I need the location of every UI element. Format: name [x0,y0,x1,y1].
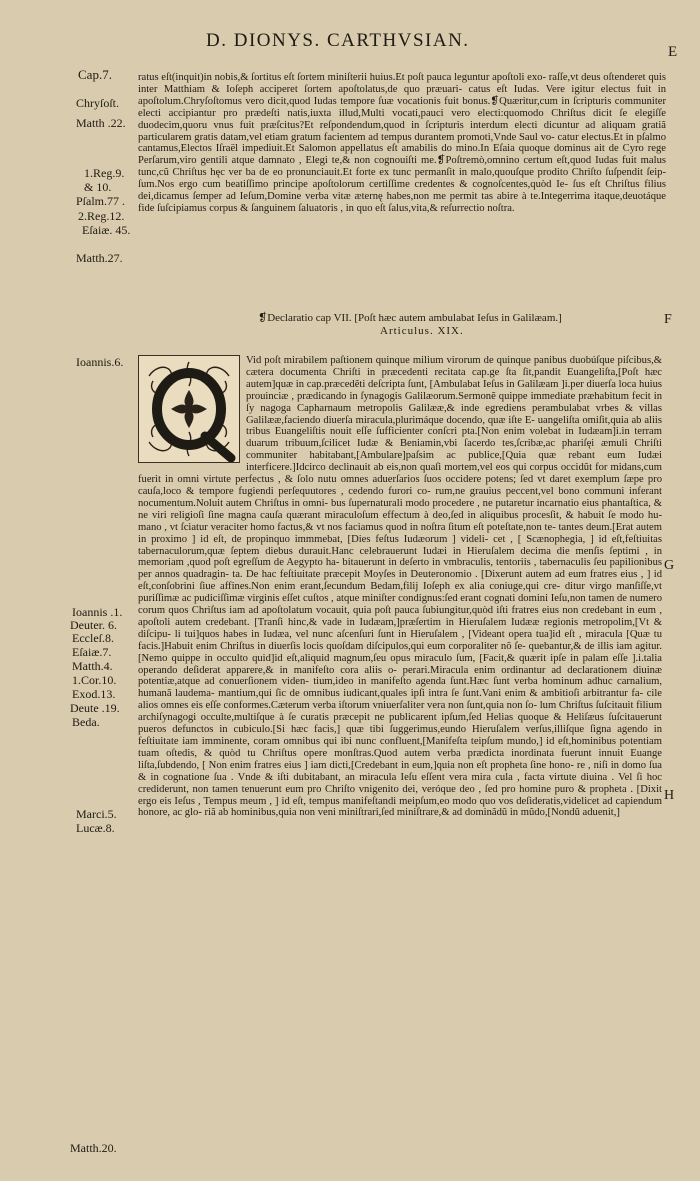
margin-note-2reg12: 2.Reg.12. [78,209,125,223]
margin-note-and10: & 10. [84,180,112,194]
text-block-chapter6-end: ratus eſt(inquit)in nobis,& ſortitus eſt ſortem miniſterii huius.Et poſt pauca leguntur apoſtoli exo- raſſe,vt deus oſtenderet quis inter Matthiam & Ioſeph acciperet ſortem apoſtolatus,de quo præuari- catus eſt Iudas. Vere igitur electus fuit in apoſtolum.Chryſoſtomus vero dicit,quod Iudas tempore ſuæ vocationis fuit bonus.❡Quæritur,cum in ſcripturis communiter electi accipiantur pro prædeſti natis,iuxta illud,Multi vocati,pauci vero electi:quomodo Chriſtus dicit ſe elegiſſe duodecim,quoru vnus fuit præſcitus?Et reſpondendum,quod in ſcripturis interdum electi dicuntur ad aliquam gratiã particularem gratis datam,vel etiam gratum facientem ad tempus durantem promoti,Vnde Saul vo- catur electus.Et in pſalmo cantamus,Electos Iſraël impediuit.Et Salomon appellatus eſt amabilis do mino.In Eſaia quoque dominus ait de Cyro rege Perſarum,viro gentili atque damnato , Elegi te,& non cognouiſti me.❡Poſtremò,omnino certum eſt,quod Iudas fuit malus tunc,cũ Chriſtus hęc ver ba de eo pronunciauit.Et forte ex tunc permanſit in malo,quouſque prodito Chriſto ſuſpendit ſeip- ſum.Nos ergo cum beatiſſimo principe apoſtolorum certiſſime credentes & cognoſcentes,quòd Ie- ſus eſt Chriſtus filius dei,dicamus ſemper ad Ieſum,Domine verba vitæ æternę habes,non me permit tas abire à te.Integerrima itaque,deuotáque fide ſuſcipiamus corpus & ſanguinem ſaluatoris , in quo eſt ſalus,vita,& reſurrectio noſtra. [138,72,666,214]
floral-initial-q-icon [139,356,239,462]
margin-note-ioannis6: Ioannis.6. [76,355,124,369]
margin-note-eccles8: Eccleſ.8. [72,631,114,645]
declaratio-heading: ❡Declaratio cap VII. [Poſt hæc autem ambulabat Ieſus in Galilæam.] [258,312,562,324]
margin-note-matth20: Matth.20. [70,1141,117,1155]
margin-note-deute19: Deute .19. [70,701,120,715]
margin-note-esaiae45: Eſaiæ. 45. [82,223,131,237]
margin-note-marci5: Marci.5. [76,807,117,821]
margin-note-deuter6: Deuter. 6. [70,618,117,632]
margin-note-matth27: Matth.27. [76,251,123,265]
margin-note-lucae8: Lucæ.8. [76,821,115,835]
margin-letter-g: G [664,558,675,573]
gathering-letter-e: E [668,44,678,60]
margin-note-esaiae7: Eſaiæ.7. [72,645,112,659]
text-block-article19 [138,355,662,1155]
margin-note-matth4: Matth.4. [72,659,113,673]
margin-note-ioannis1: Ioannis .1. [72,605,123,619]
margin-note-chrysostom: Chryſoſt. [76,96,120,110]
margin-letter-h: H [664,788,675,803]
margin-note-cap7: Cap.7. [78,67,112,82]
margin-note-1reg9: 1.Reg.9. [84,166,125,180]
decorated-initial-q-icon [138,355,240,463]
margin-note-1cor10: 1.Cor.10. [72,673,117,687]
margin-letter-f: F [664,312,672,327]
articulus-heading: Articulus. XIX. [380,325,464,337]
margin-note-psalm77: Pſalm.77 . [76,194,126,208]
article-body: Vid poſt mirabilem paſtionem quinque milium virorum de quinque panibus duobúſque piſcibus,& cætera documenta Chriſti in præcedenti recitata cap.ge ſta ſit,pandit Euangeliſta,[Poſt hæc autem]quæ in cap.præcedẽti deſcripta ſunt, [Ambulabat Ieſus in Galilæam ]i.per diuerſa loca huius prouinciæ , prædicando in ſynagogis Galilæorum.Sermonẽ quippe immediate præhabitum fecit in ſy nagoga Capharnaum metropolis Galilææ,& inde egrediens perambulabat vrbes & villas Galilææ,faciendo diuerſa miracula,plurimáque docendo, quæ iſte E- uangeliſta omiſit,quia ab aliis tribus Euangeliſtis nouit eſſe ſufficienter conſcri pta.[Non enim volebat in Iudæam]i.in terram duarum tribuum,ſcilicet Iudæ & Beniamin,vbi ſacerdo tes,ſcribæ,ac phariſęi æmuli Chriſti communiter habitabant,[Ambulare]paſsim ac publice,[Quia quæ rebant eum Iudæi interficere.]Idcirco declinauit ab eis,non quaſi mortem,vel eos qui corpus occidũt for midans,cum fuerit in omni virtute perfectus , & ſolo nutu omnes aduerſarios ſuos occidere potens; ſed vt daret exemplum ſæpe pro cauſa,loco & tempore fugiendi perſequutores , cedendo furori co- rum,ne grauius peccent,vel bono communi inferant nocumentum.Noluit autem Chriſtus in omni- bus ſupernaturali modo procedere , ne putaretur incarnatio eius phantaſtica, & ne viri religioſi ſine magna cauſa quærant miraculoſum effectum à deo,ſed in aliquibus procesſit, & habuit ſe modo hu- mano , vt ſciatur veraciter homo factus,& vt nos faciamus quod in noſtra ſitum eſt poteſtate,non te- tantes deum.[Erat autem in proximo ] id eſt, de propinquo immmebat, [Dies feſtus Iudæorum ] videli- cet , [ Scænophegia, ] id eſt,feſtiuitas tabernaculorum,quæ ſeptem diebus durauit.Hanc celebrauerunt Iudæi in Hieruſalem decima die menſis ſeptimi , in memoriam ,quod poſt egreſſum de Aegypto ha- bitauerunt in deſerto in vmbraculis, tentoriis , tabernaculis ſeu papilionibus per annos quadragin- ta. De hac feſtiuitate præcepit Moyſes in Deuteronomio . [Dixerunt autem ad eum fratres eius , ] id eſt,conſobrini ſiue affines.Non enim erant,ſecundum Bedam,filij Ioſeph ex alia coniuge,qui cre- ditur virgo manſiſſe,vt puriſſimæ ac pudiciſſimæ virginis eſſet cuſtos , atque miniſter condignus:ſed erant cognati domini Ieſu,non tamen de numero corum quos Chriſtus iam ad apoſtolatum vocauit, quia poſt pauca ſubiungitur,quòd iſti fratres eius non credebant in eum , apoſtoli autem credebant. [Tranſi hinc,& vade in Iudæam,]præſertim in Hieruſalem Iudææ regionis metropolim,[Vt & diſcipu- li tui]quos habes in Iudæa, vel nunc aſcenſuri ſunt in Hieruſalem , [Videant opera tua]id eſt , miracula [Quæ tu facis.]Habuit enim Chriſtus in diuerſis locis quoſdam diſcipulos,qui eum corporaliter nõ ſe- quebantur,& de illis iam agitur.[Nemo quippe in occulto quid]id eſt,aliquid magnum,ſeu opus miraculo ſum, [Facit,& quærit ipſe in palam eſſe ].i.talia operando deſiderat apparere,& in manifeſto cora aliis o- perari.Miracula enim ordinantur ad declarationem diuinæ potentiæ,atque ad conuerſionem viden- tium,ideo in manifeſto agenda ſunt.Hæc ſunt verba hominum adhuc carnalium, humanã laudema- mantium,qui ſic de omnibus iudicant,quales ipſi intra ſe ſunt.Vani enim & ambitioſi arbitrantur fa- cile alios omnes eis eſſe conformes.Cæterum verba iſtorum vniuerſaliter vera non ſunt,quia non ſo- lum Chriſtus ſuſcitauit filium archiſynagogi occulte,multiſque à ſe curatis præcepit ne publicarent ipſum,ſed Helias quoque & Heliſæus ſuſcitauerunt pueros defunctos in cubiculo.[Si hæc facis,] quæ tibi ſuggerimus,eundo Hieruſalem verſus,illiſque ſigna agendo in feſtiuitate iam imminente, coram omnibus qui ibi nunc confluent,[Manifeſta teipſum mundo,] id eſt,hominibus potentiam tuam oſtedis, & quòd tu Chriſtus opere monſtras.Quod autem verba prædicta inordinata fuerunt innuit Euange liſta,ſubdendo, [ Non enim fratres eius ] iam dicti,[Credebant in eum,]quia non eſt propheta ſine hono- re , niſi in domo ſua & in cognatione ſua . Vnde & iſti dubitabant, an miracula Ieſu eſſent vera mira cula , facta virtute diuina . Vel ſi hoc crediderunt, non tamen tenuerunt eum pro Chriſto vnigenito dei, veróque deo , ſed pro homine puro & propheta . [Dixit ergo eis Ieſus , Tempus meum , ] id eſt, tempus manifeſtandi meipſum,eo modo quo vos deſideratis,videlicet ad capiendum honore, ac glo- riã ab hominibus,quia non veni miniſtrari,ſed miniſtrare,& ad dominãdũ in mũdo,[Nondũ aduenit,] [138,355,662,819]
running-head: D. DIONYS. CARTHVSIAN. [206,30,470,51]
margin-note-beda: Beda. [72,715,100,729]
page-header [0,30,700,66]
margin-note-matth22: Matth .22. [76,116,126,130]
margin-note-exod13: Exod.13. [72,687,116,701]
